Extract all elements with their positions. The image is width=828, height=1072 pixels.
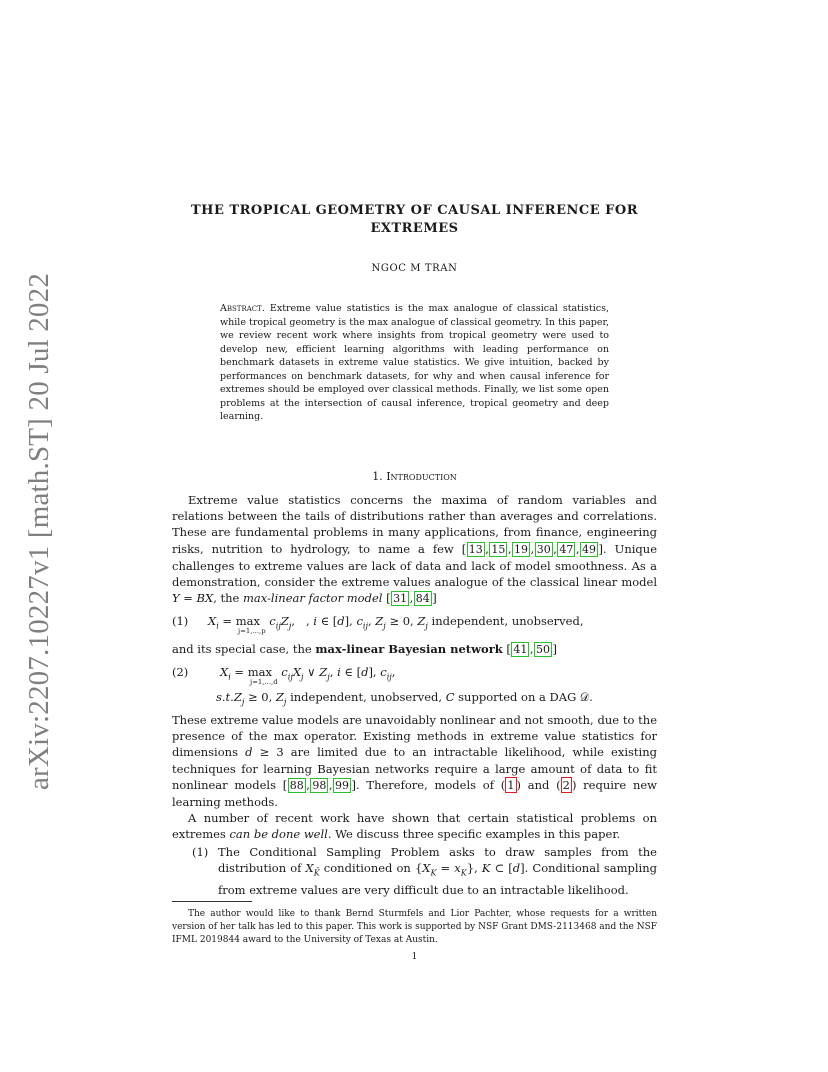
citation-link[interactable]: 31 [393, 592, 408, 606]
citation-link[interactable]: 19 [514, 542, 529, 556]
citation-link[interactable]: 49 [582, 542, 597, 556]
arxiv-sidebar [20, 272, 60, 790]
page-number: 1 [411, 952, 418, 962]
abstract [220, 302, 609, 424]
section-heading: 1. Introduction [372, 470, 457, 483]
footnote: The author would like to thank Bernd Sturmfels and Lior Pachter, whose requests for a written version of her talk has led to this paper. This work is supported by NSF Grant DMS-2113468 and the NSF IFML 2019844 award to the University of Texas at Austin. [172, 909, 657, 945]
citation-link[interactable]: 98 [312, 778, 327, 792]
equation-2-math: $X_i = \max_{j=1,...,d} c_{ij}X_j$ ∨ $Z_j$, i ∈ [d], $c_{ij}$, [220, 665, 396, 686]
citation-link[interactable]: 15 [491, 542, 506, 556]
paper-title: THE TROPICAL GEOMETRY OF CAUSAL INFERENCE FOR EXTREMES [191, 203, 638, 236]
equation-1-math: $X_i = \max_{j=1,...,p} c_{ij}Z_j$, , i ∈ [d], $c_{ij}$, $Z_j \ge 0$, $Z_j$ independent, unobserved, [208, 614, 584, 635]
equation-number: (2) [172, 665, 189, 679]
intro-paragraph-1: Extreme value statistics concerns the maxima of random variables and relations between the tails of distributions rather than averages and correlations. These are fundamental problems in many applications, from finance, engineering risks, nutrition to hydrology, to name a few [ 13 , 15 , 19 , 30 , 47 , 49 ]. Unique challenges to extreme values are lack of data and lack of model smoothness. As a demonstration, consider the extreme values analogue of the classical linear model Y = BX, the max-linear factor model [ 31 , 84 ] [172, 493, 657, 606]
abstract-label: Abstract. [220, 303, 265, 314]
equation-ref-2[interactable]: 2 [562, 777, 570, 792]
citation-link[interactable]: 88 [289, 778, 304, 792]
citation-link[interactable]: 47 [559, 542, 574, 556]
citation-link[interactable]: 13 [468, 542, 483, 556]
citation-link[interactable]: 30 [536, 542, 551, 556]
intro-paragraph-3: A number of recent work have shown that certain statistical problems on extremes can be done well. We discuss three specific examples in this paper. [172, 811, 657, 842]
between-text: and its special case, the max-linear Bayesian network [ 41 , 50 ] [172, 642, 558, 656]
citation-link[interactable]: 41 [513, 643, 528, 656]
footnote-rule [172, 901, 252, 902]
equation-number: (1) [172, 614, 189, 628]
arxiv-identifier: arXiv:2207.10227v1 [math.ST] 20 Jul 2022 [23, 272, 56, 790]
citation-link[interactable]: 50 [536, 643, 551, 656]
author-name: NGOC M TRAN [371, 263, 458, 274]
paper-page: arXiv:2207.10227v1 [math.ST] 20 Jul 2022 THE TROPICAL GEOMETRY OF CAUSAL INFERENCE FOR EXTREMES NGOC M TRAN Abstract. Extreme value statistics is the max analogue of classical statistics, while tropical geometry is the max analogue of classical geometry. In this paper, we review recent work where insights from tropical geometry were used to develop new, efficient learning algorithms with leading performance on benchmark datasets in extreme value statistics. We give intuition, backed by performances on benchmark datasets, for why and when causal inference for extremes should be employed over classical methods. Finally, we list some open problems at the intersection of causal inference, tropical geometry and deep learning. 1. Introduction Extreme value statistics concerns the maxima of random variables and relations between the tails of distributions rather than averages and correlations. These are fundamental problems in many applications, from finance, engineering risks, nutrition to hydrology, to name a few [ 13 , 15 , 19 , 30 , 47 , 49 ]. Unique challenges to extreme values are lack of data and lack of model smoothness. As a demonstration, consider the extreme values analogue of the classical linear model Y = BX, the max-linear factor model [ 31 , 84 ] (1) $X_i = \max_{j=1,...,p} c_{ij}Z_j$, , i ∈ [d], $c_{ij}$, $Z_j \ge 0$, $Z_j$ independent, unobserved, and its special case, the max-linear Bayesian network [ 41 , 50 ] (2) $X_i = \max_{j=1,...,d} c_{ij}X_j$ ∨ $Z_j$, i ∈ [d], $c_{ij}$, $s.t.Z_j \ge 0$, $Z_j$ independent, unobserved, C supported on a DAG 𝒟. These extreme value models are unavoidably nonlinear and not smooth, due to the presence of the max operator. Existing methods in extreme value statistics for dimensions d ≥ 3 are limited due to an intractable likelihood, while existing techniques for learning Bayesian networks require a large amount of data to fit nonlinear models [ 88 , 98 , 99 ]. Therefore, models of ( 1 ) and ( 2 ) require new learning methods. A number of recent work have shown that certain statistical problems on extremes can be done well. We discuss three specific examples in this paper. (1) The Conditional Sampling Problem asks to draw samples from the distribution of $X_{K̄}$ conditioned on $\{X_K = x_K\}$, K ⊂ [d]. Conditional sampling from extreme values are very difficult due to an intractable likelihood. The author would like to thank Bernd Sturmfels and Lior Pachter, whose requests for a written version of her talk has led to this paper. This work is supported by NSF Grant DMS-2113468 and the NSF IFML 2019844 award to the University of Texas at Austin. 1 [0, 0, 828, 1072]
abstract-text: Extreme value statistics is the max analogue of classical statistics, while tropical geometry is the max analogue of classical geometry. In this paper, we review recent work where insights from tropical geometry were used to develop new, efficient learning algorithms with leading performance on benchmark datasets in extreme value statistics. We give intuition, backed by performances on benchmark datasets, for why and when causal inference for extremes should be employed over classical methods. Finally, we list some open problems at the intersection of causal inference, tropical geometry and deep learning. [220, 303, 609, 422]
equation-ref-1[interactable]: 1 [507, 777, 515, 792]
citation-link[interactable]: 99 [335, 778, 350, 792]
intro-paragraph-2: These extreme value models are unavoidably nonlinear and not smooth, due to the presence of the max operator. Existing methods in extreme value statistics for dimensions d ≥ 3 are limited due to an intractable likelihood, while existing techniques for learning Bayesian networks require a large amount of data to fit nonlinear models [ 88 , 98 , 99 ]. Therefore, models of ( 1 ) and ( 2 ) require new learning methods. [172, 713, 658, 810]
citation-link[interactable]: 84 [415, 592, 430, 606]
list-item-1: (1) The Conditional Sampling Problem asks to draw samples from the distribution of $X_{K̄}$ conditioned on $\{X_K = x_K\}$, K ⊂ [d]. Conditional sampling from extreme values are very difficult due to an intractable likelihood. [192, 845, 657, 897]
